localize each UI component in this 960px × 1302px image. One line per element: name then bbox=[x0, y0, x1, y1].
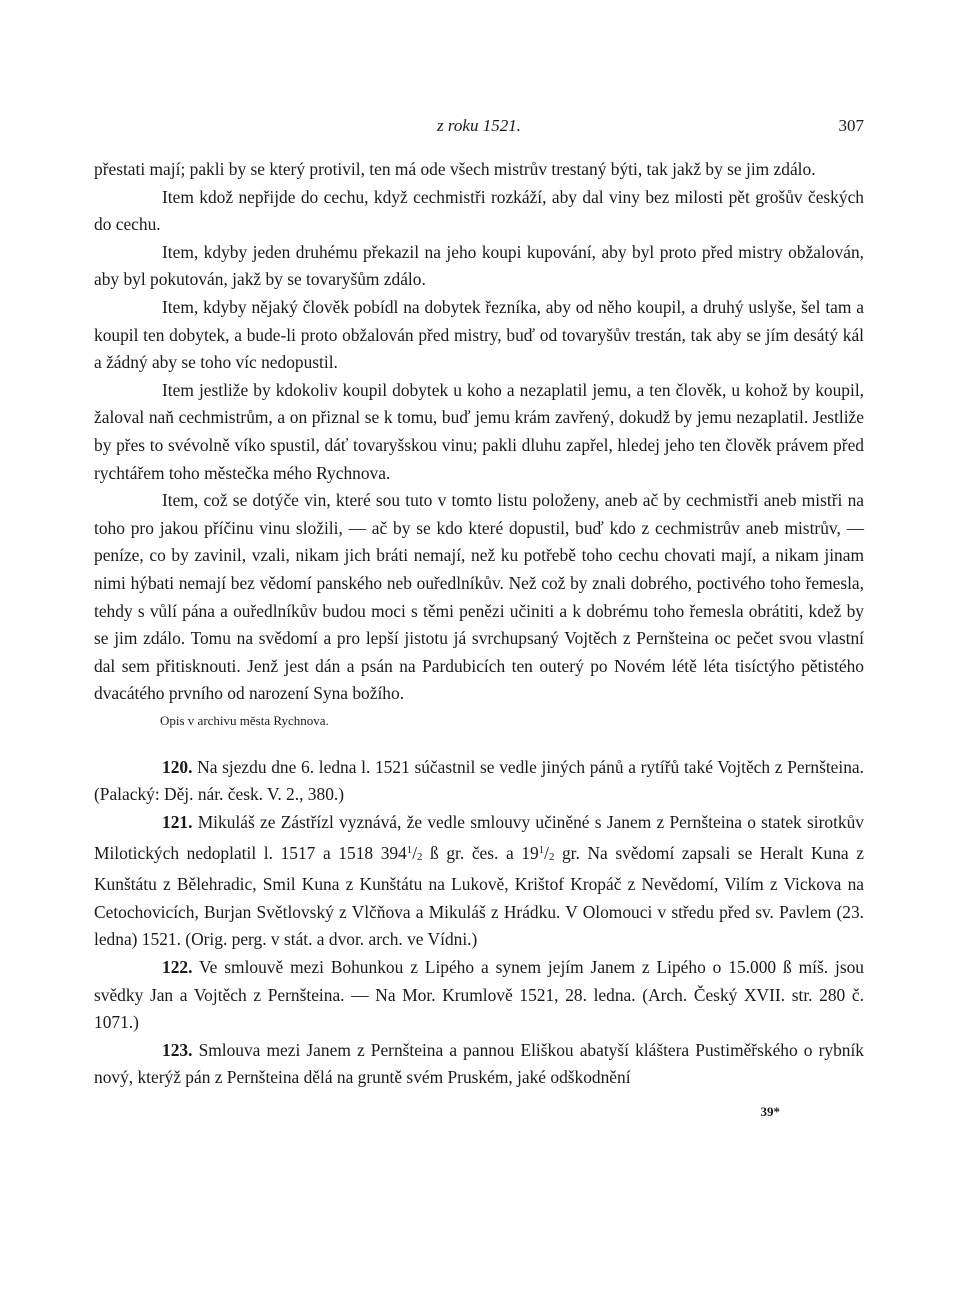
entry-text: Smlouva mezi Janem z Pernšteina a pannou Eliškou abatyší kláštera Pustiměřského o rybník nový, kterýž pán z Pernšteina dělá na gruntě svém Pruském, jaké odškodnění bbox=[94, 1039, 864, 1088]
paragraph-item-dobytek: Item, kdyby nějaký člověk pobídl na dobytek řezníka, aby od něho koupil, a druhý uslyše, šel tam a koupil ten dobytek, a bude-li proto obžalován před mistry, buď od tovaryšův trestán, tak aby se jím desátý kál a žádný aby se toho víc nedopustil. bbox=[94, 296, 864, 373]
document-page bbox=[94, 112, 864, 1126]
paragraph-item-cech: Item kdož nepřijde do cechu, když cechmistři rozkáží, aby dal viny bez milosti pět grošův českých do cechu. bbox=[94, 186, 864, 235]
fraction-numerator: 1 bbox=[538, 843, 545, 856]
entry-number: 121. bbox=[162, 812, 193, 833]
paragraph-item-dluh: Item jestliže by kdokoliv koupil dobytek u koho a nezaplatil jemu, a ten člověk, u kohož by koupil, žaloval naň cechmistrům, a on přiznal se k tomu, buď jemu krám zavřený, dokudž by jemu nezaplatil. Jestliže by přes to svévolně víko spustil, dáť tovaryšskou vinu; pakli dluhu zapřel, hledej jeho ten člověk právem před rychtářem toho městečka mého Rychnova. bbox=[94, 379, 864, 483]
fraction-denominator: 2 bbox=[417, 850, 423, 863]
page-number: 307 bbox=[838, 116, 864, 135]
entry-text: Na sjezdu dne 6. ledna l. 1521 súčastnil se vedle jiných pánů a rytířů také Vojtěch z Pernšteina. (Palacký: Děj. nár. česk. V. 2., 380.) bbox=[94, 756, 864, 805]
entry-number: 120. bbox=[162, 756, 193, 777]
fraction-numerator: 1 bbox=[406, 843, 413, 856]
entry-120 bbox=[94, 754, 864, 809]
entry-number: 123. bbox=[162, 1039, 193, 1060]
entry-121: 121. Mikuláš ze Zástřízl vyznává, že vedle smlouvy učiněné s Janem z Pernšteina o statek sirotkův Milotických nedoplatil l. 1517 a 1518 $394^1/2$ ß gr. čes. a $19^1/2$ gr. Na svědomí zapsali se Heralt Kuna z Kunštátu z Bělehradic, Smil Kuna z Kunštátu na Lukově, Krištof Kropáč z Nevědomí, Vilím z Vickova na Cetochovicích, Burjan Světlovský z Vlčňova a Mikuláš z Hrádku. V Olomouci v středu před sv. Pavlem (23. ledna) 1521. (Orig. perg. v stát. a dvor. arch. ve Vídni.) bbox=[94, 812, 865, 950]
source-note: Opis v archivu města Rychnova. bbox=[160, 712, 329, 728]
entry-text: Ve smlouvě mezi Bohunkou z Lipého a synem jejím Janem z Lipého o 15.000 ß míš. jsou svědky Jan a Vojtěch z Pernšteina. — Na Mor. Krumlově 1521, 28. ledna. (Arch. Český XVII. str. 280 č. 1071.) bbox=[94, 957, 864, 1033]
running-title: z roku 1521. bbox=[437, 116, 521, 135]
body-text bbox=[94, 156, 864, 1126]
paragraph-item-viny: Item, což se dotýče vin, které sou tuto v tomto listu položeny, aneb ač by cechmistři aneb mistři na toho pro jakou příčinu vinu složili, — ač by se kdo které dopustil, buď kdo z cechmistrův aneb mistrův, — peníze, co by zavinil, vzali, nikam jich bráti nemají, než ku potřebě toho cechu chovati mají, a nikam jinam nimi hýbati nemají bez vědomí panského neb ouředlníkův. Než což by znali dobrého, poctivého toho řemesla, tehdy s vůlí pána a ouředlníkův budou moci s těmi penězi učiniti a k dobrému toho řemesla obrátiti, kdež by se jim zdálo. Tomu na svědomí a pro lepší jistotu já svrchupsaný Vojtěch z Pernšteina oc pečet svou vlastní dal sem přitisknouti. Jenž jest dán a psán na Pardubicích ten outerý po Novém létě léta tisíctýho pětistého dvacátého prvního od narození Syna božího. bbox=[94, 490, 864, 704]
page-header bbox=[94, 112, 864, 142]
entry-122 bbox=[94, 954, 864, 1037]
entry-text-part: gr. Na svědomí zapsali se Heralt Kuna z Kunštátu z Bělehradic, Smil Kuna z Kunštátu na Lukově, Krištof Kropáč z Nevědomí, Vilím z Vickova na Cetochovicích, Burjan Světlovský z Vlčňova a Mikuláš z Hrádku. V Olomouci v středu před sv. Pavlem (23. ledna) 1521. (Orig. perg. v stát. a dvor. arch. ve Vídni.) bbox=[94, 842, 864, 950]
entry-number: 122. bbox=[162, 957, 193, 978]
entry-123 bbox=[94, 1037, 864, 1092]
fraction-denominator: 2 bbox=[548, 850, 555, 863]
entry-text-part: ß gr. čes. a 19 bbox=[422, 842, 539, 863]
paragraph-continuation: přestati mají; pakli by se který protivil, ten má ode všech mistrův trestaný býti, tak jakž by se jim zdálo. bbox=[94, 159, 816, 179]
entry-text-part: Mikuláš ze Zástřízl vyznává, že vedle smlouvy učiněné s Janem z Pernšteina o statek sirotkův Milotických nedoplatil l. 1517 a 1518 394 bbox=[94, 812, 865, 863]
paragraph-item-koupi: Item, kdyby jeden druhému překazil na jeho koupi kupování, aby byl proto před mistry obžalován, aby byl pokutován, jakž by se tovaryšům zdálo. bbox=[94, 241, 864, 290]
printer-signature: 39* bbox=[760, 1104, 780, 1119]
section-gap bbox=[94, 732, 864, 754]
